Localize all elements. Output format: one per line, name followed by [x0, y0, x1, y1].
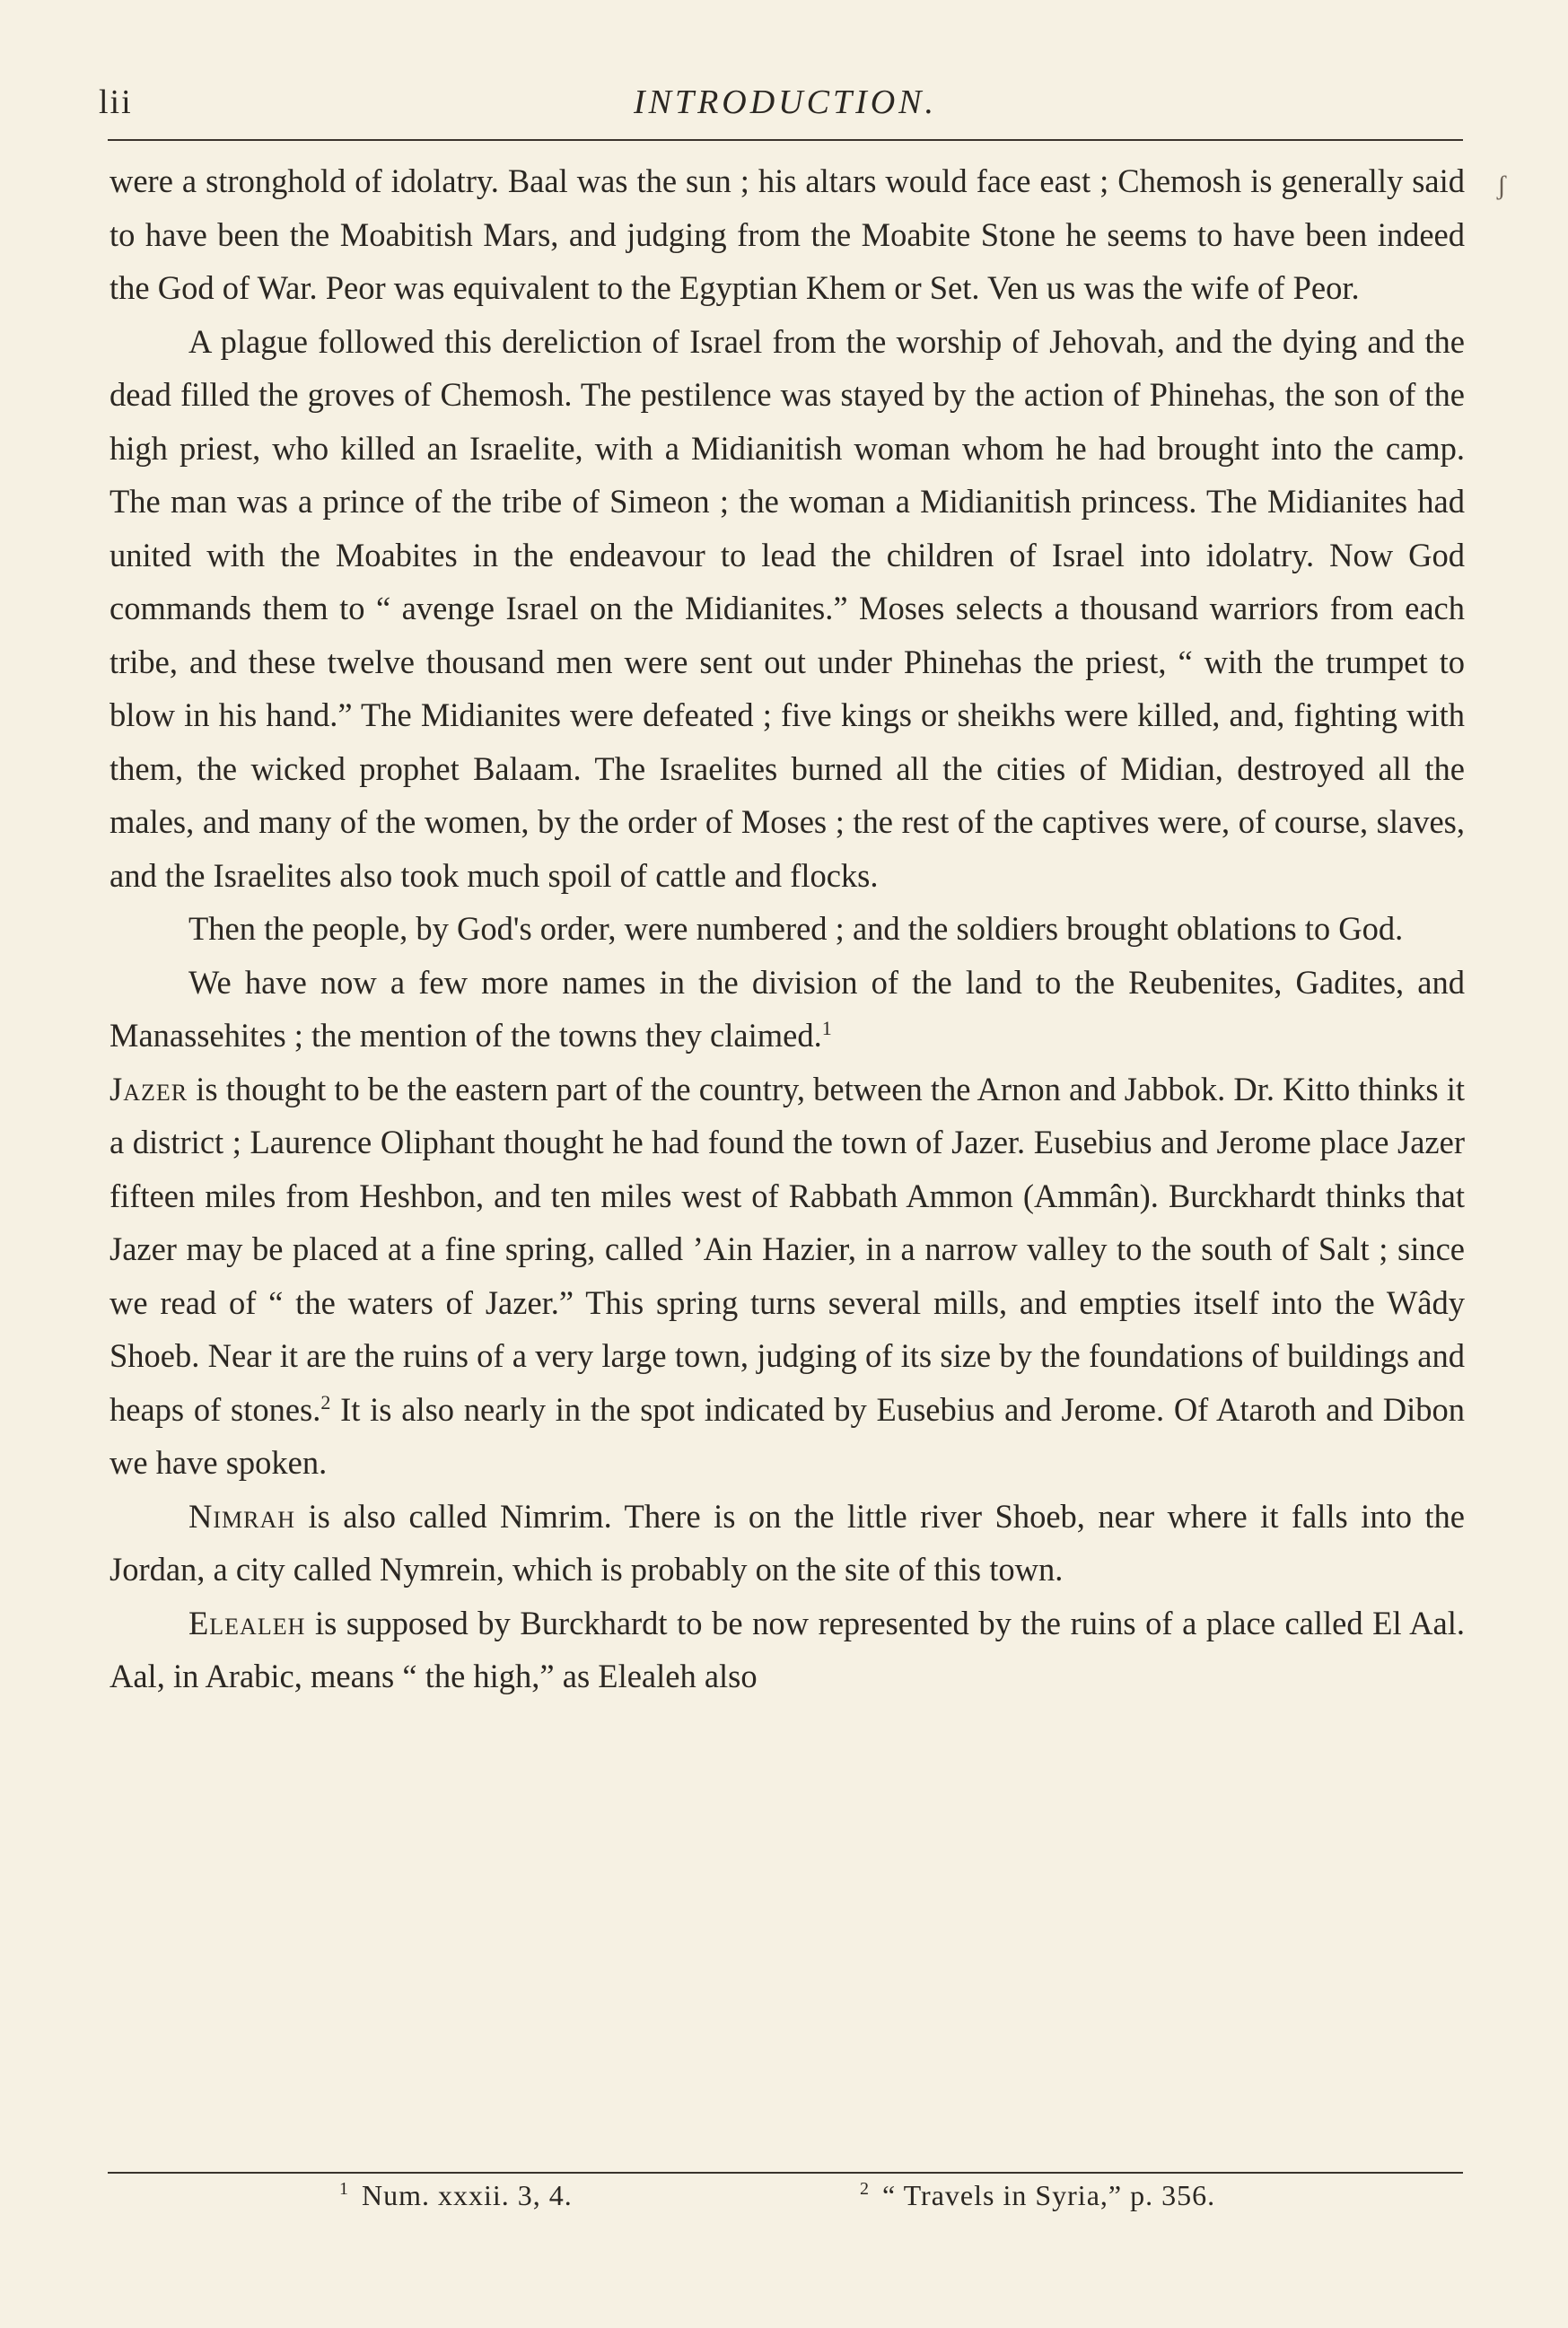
paragraph-text-tail: It is also nearly in the spot indicated by Eusebius and Jerome. Of Ataroth and Dibon we have spoken.	[109, 1390, 1465, 1481]
place-name-heading: Elealeh	[188, 1604, 306, 1641]
footnote-2	[860, 2179, 1215, 2212]
paragraph-text: Then the people, by God's order, were numbered ; and the soldiers brought oblations to God.	[188, 910, 1404, 947]
margin-mark: ʃ	[1497, 171, 1506, 200]
paragraph-1	[109, 154, 1465, 315]
page-number: lii	[99, 83, 133, 121]
paragraph-text: is supposed by Burckhardt to be now represented by the ruins of a place called El Aal. Aal, in Arabic, means “ the high,” as Elealeh also	[109, 1604, 1465, 1694]
footnote-text: “ Travels in Syria,” p. 356.	[882, 2179, 1216, 2211]
paragraph-3	[109, 902, 1465, 956]
page-header	[99, 83, 1472, 136]
paragraph-7	[109, 1597, 1465, 1703]
place-name-heading: Jazer	[109, 1070, 188, 1107]
footnote-ref: 2	[320, 1390, 331, 1413]
footnote-mark: 2	[860, 2179, 870, 2200]
paragraph-text: We have now a few more names in the division of the land to the Reubenites, Gadites, and Manassehites ; the mention of the towns they claimed.	[109, 963, 1465, 1054]
footnote-mark: 1	[339, 2179, 349, 2200]
footnote-1	[339, 2179, 573, 2212]
footnotes	[0, 2179, 1568, 2233]
footnote-rule	[108, 2172, 1463, 2174]
body-text	[109, 154, 1465, 1703]
paragraph-text: A plague followed this dereliction of Israel from the worship of Jehovah, and the dying and the dead filled the groves of Chemosh. The pestilence was stayed by the action of Phinehas, the son of the high priest, who killed an Israelite, with a Midianitish woman whom he had brought into the camp. The man was a prince of the tribe of Simeon ; the woman a Midianitish princess. The Midianites had united with the Moabites in the endeavour to lead the children of Israel into idolatry. Now God commands them to “ avenge Israel on the Midianites.” Moses selects a thousand warriors from each tribe, and these twelve thousand men were sent out under Phinehas the priest, “ with the trumpet to blow in his hand.” The Midianites were defeated ; five kings or sheikhs were killed, and, fighting with them, the wicked prophet Balaam. The Israelites burned all the cities of Midian, destroyed all the males, and many of the women, by the order of Moses ; the rest of the captives were, of course, slaves, and the Israelites also took much spoil of cattle and flocks.	[109, 322, 1465, 894]
paragraph-4	[109, 956, 1465, 1063]
footnote-text: Num. xxxii. 3, 4.	[362, 2179, 573, 2211]
running-title: INTRODUCTION.	[633, 83, 938, 121]
paragraph-6	[109, 1490, 1465, 1597]
place-name-heading: Nimrah	[188, 1497, 296, 1535]
paragraph-2	[109, 315, 1465, 903]
paragraph-text: were a stronghold of idolatry. Baal was the sun ; his altars would face east ; Chemosh is generally said to have been the Moabitish Mars, and judging from the Moabite Stone he seems to have been indeed the God of War. Peor was equivalent to the Egyptian Khem or Set. Ven us was the wife of Peor.	[109, 162, 1465, 306]
footnote-ref: 1	[821, 1016, 832, 1039]
header-rule	[108, 139, 1463, 141]
paragraph-text: is also called Nimrim. There is on the little river Shoeb, near where it falls into the Jordan, a city called Nymrein, which is probably on the site of this town.	[109, 1497, 1465, 1588]
paragraph-text: is thought to be the eastern part of the country, between the Arnon and Jabbok. Dr. Kitto thinks it a district ; Laurence Oliphant thought he had found the town of Jazer. Eusebius and Jerome place Jazer fifteen miles from Heshbon, and ten miles west of Rabbath Ammon (Ammân). Burckhardt thinks that Jazer may be placed at a fine spring, called ’Ain Hazier, in a narrow valley to the south of Salt ; since we read of “ the waters of Jazer.” This spring turns several mills, and empties itself into the Wâdy Shoeb. Near it are the ruins of a very large town, judging of its size by the foundations of buildings and heaps of stones.	[109, 1070, 1465, 1428]
paragraph-5	[109, 1063, 1465, 1490]
